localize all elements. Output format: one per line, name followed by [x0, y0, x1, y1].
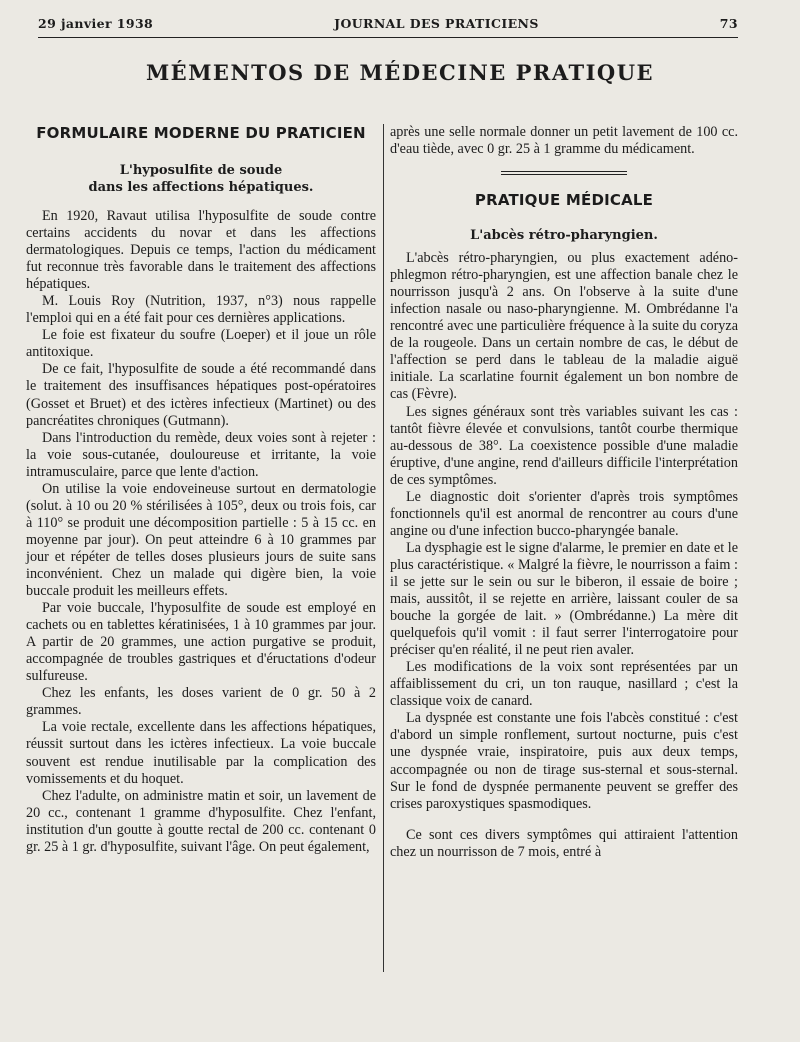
paragraph: Le diagnostic doit s'orienter d'après trois symptômes fonctionnels qu'il est anormal de rencontrer au cours d'une angine ou d'une infection bucco-pharyngée banale. — [390, 488, 738, 539]
paragraph: Chez les enfants, les doses varient de 0 gr. 50 à 2 grammes. — [26, 685, 376, 719]
paragraph: Les modifications de la voix sont représentées par un affaiblissement du cri, un ton rauque, nasillard ; c'est la classique voix de canard. — [390, 659, 738, 710]
paragraph: De ce fait, l'hyposulfite de soude a été recommandé dans le traitement des insuffisances hépatiques post-opératoires (Gosset et Bruet) et des ictères infectieux (Martinet) ou des pancréatites chroniques (Gutmann). — [26, 361, 376, 429]
section-title-formulaire: FORMULAIRE MODERNE DU PRATICIEN — [36, 124, 366, 142]
paragraph: après une selle normale donner un petit lavement de 100 cc. d'eau tiède, avec 0 gr. 25 à 1 gramme du médicament. — [390, 124, 738, 158]
article-body-abces — [390, 250, 738, 861]
paragraph: On utilise la voie endoveineuse surtout en dermatologie (solut. à 10 ou 20 % stérilisées à 105°, deux ou trois fois, car à 110° se produit une décomposition partielle : 5 à 15 cc. en moyenne par jour). On peut atteindre 6 à 10 grammes par jour et répéter de telles doses plusieurs jours de suite sans inconvénient. Chez un malade qui digère bien, la voie buccale produit les meilleurs effets. — [26, 480, 376, 600]
running-header — [38, 16, 738, 31]
article-title-hyposulfite — [26, 162, 376, 196]
paragraph: M. Louis Roy (Nutrition, 1937, n°3) nous rappelle l'emploi qui en a été fait pour ces dernières applications. — [26, 293, 376, 327]
paragraph: L'abcès rétro-pharyngien, ou plus exactement adéno-phlegmon rétro-pharyngien, est une affection banale chez le nourrisson jusqu'à 2 ans. On l'observe à la suite d'une infection nasale ou naso-pharyngienne. M. Ombrédanne l'a rencontré avec une particulière fréquence à la suite du coryza de la rougeole. Dans un certain nombre de cas, le début de l'affection se perd dans le tableau de la maladie aiguë initiale. La scarlatine fournit également un bon nombre de cas (Fèvre). — [390, 250, 738, 403]
paragraph: Le foie est fixateur du soufre (Loeper) et il joue un rôle antitoxique. — [26, 327, 376, 361]
article-title-line: dans les affections hépatiques. — [88, 180, 314, 195]
paragraph: En 1920, Ravaut utilisa l'hyposulfite de soude contre certains accidents du novar et dans les affections dermatologiques. Depuis ce temps, l'action du médicament fut reconnue très favorable dans le traitement des affections hépatiques. — [26, 208, 376, 293]
paragraph: La dyspnée est constante une fois l'abcès constitué : c'est d'abord un simple ronflement, surtout nocturne, puis c'est une dyspnée vraie, inspiratoire, puis aux deux temps, accompagnée ou non de tirage sus-sternal et sous-sternal. Sur le fond de dyspnée permanente peuvent se greffer des crises paroxystiques spasmodiques. — [390, 710, 738, 812]
paragraph: Par voie buccale, l'hyposulfite de soude est employé en cachets ou en tablettes kératinisées, 1 à 10 grammes par jour. A partir de 20 grammes, une action purgative se produit, accompagnée de troubles gastriques et d'éructations d'odeur sulfureuse. — [26, 600, 376, 685]
paragraph: Ce sont ces divers symptômes qui attiraient l'attention chez un nourrisson de 7 mois, entré à — [390, 826, 738, 860]
left-column — [26, 124, 376, 856]
page-title: MÉMENTOS DE MÉDECINE PRATIQUE — [145, 60, 655, 85]
header-page-number: 73 — [719, 16, 738, 31]
right-column — [390, 124, 738, 861]
article-title-line: L'hyposulfite de soude — [119, 163, 283, 178]
paragraph: Dans l'introduction du remède, deux voies sont à rejeter : la voie sous-cutanée, douloureuse et irritante, la voie intramusculaire, parce que lente d'action. — [26, 429, 376, 480]
header-rule — [38, 37, 738, 38]
continued-text — [390, 124, 738, 158]
paragraph: Les signes généraux sont très variables suivant les cas : tantôt fièvre élevée et convulsions, tantôt courbe thermique au-dessous de 38°. La coexistence possible d'une maladie éruptive, d'une angine, rend d'ailleurs difficile l'interprétation de ces symptômes. — [390, 403, 738, 488]
header-date: 29 janvier 1938 — [38, 16, 154, 31]
header-journal-name: JOURNAL DES PRATICIENS — [334, 16, 539, 31]
article-body-hyposulfite — [26, 208, 376, 856]
article-title-abces: L'abcès rétro-pharyngien. — [470, 228, 658, 244]
paragraph: La dysphagie est le signe d'alarme, le premier en date et le plus caractéristique. « Malgré la fièvre, le nourrisson a faim : il se jette sur le sein ou sur le biberon, il essaie de boire ; mais, aussitôt, il se rejette en arrière, laissant couler de sa bouche la gorgée de lait. » (Ombrédanne.) La mère dit quelquefois qu'il vomit : il faut serrer l'interrogatoire pour préciser qu'en réalité, il ne peut rien avaler. — [390, 539, 738, 659]
column-separator — [383, 124, 384, 972]
paragraph: La voie rectale, excellente dans les affections hépatiques, réussit surtout dans les ictères infectieux. La voie buccale souvent est rendue inutilisable par la complication des vomissements et du hoquet. — [26, 719, 376, 787]
paragraph: Chez l'adulte, on administre matin et soir, un lavement de 20 cc., contenant 1 gramme d'hyposulfite. Chez l'enfant, institution d'un goutte à goutte rectal de 200 cc. contenant 0 gr. 25 à 1 gr. d'hyposulfite, suivant l'âge. On peut également, — [26, 787, 376, 855]
section-title-pratique: PRATIQUE MÉDICALE — [474, 191, 654, 210]
